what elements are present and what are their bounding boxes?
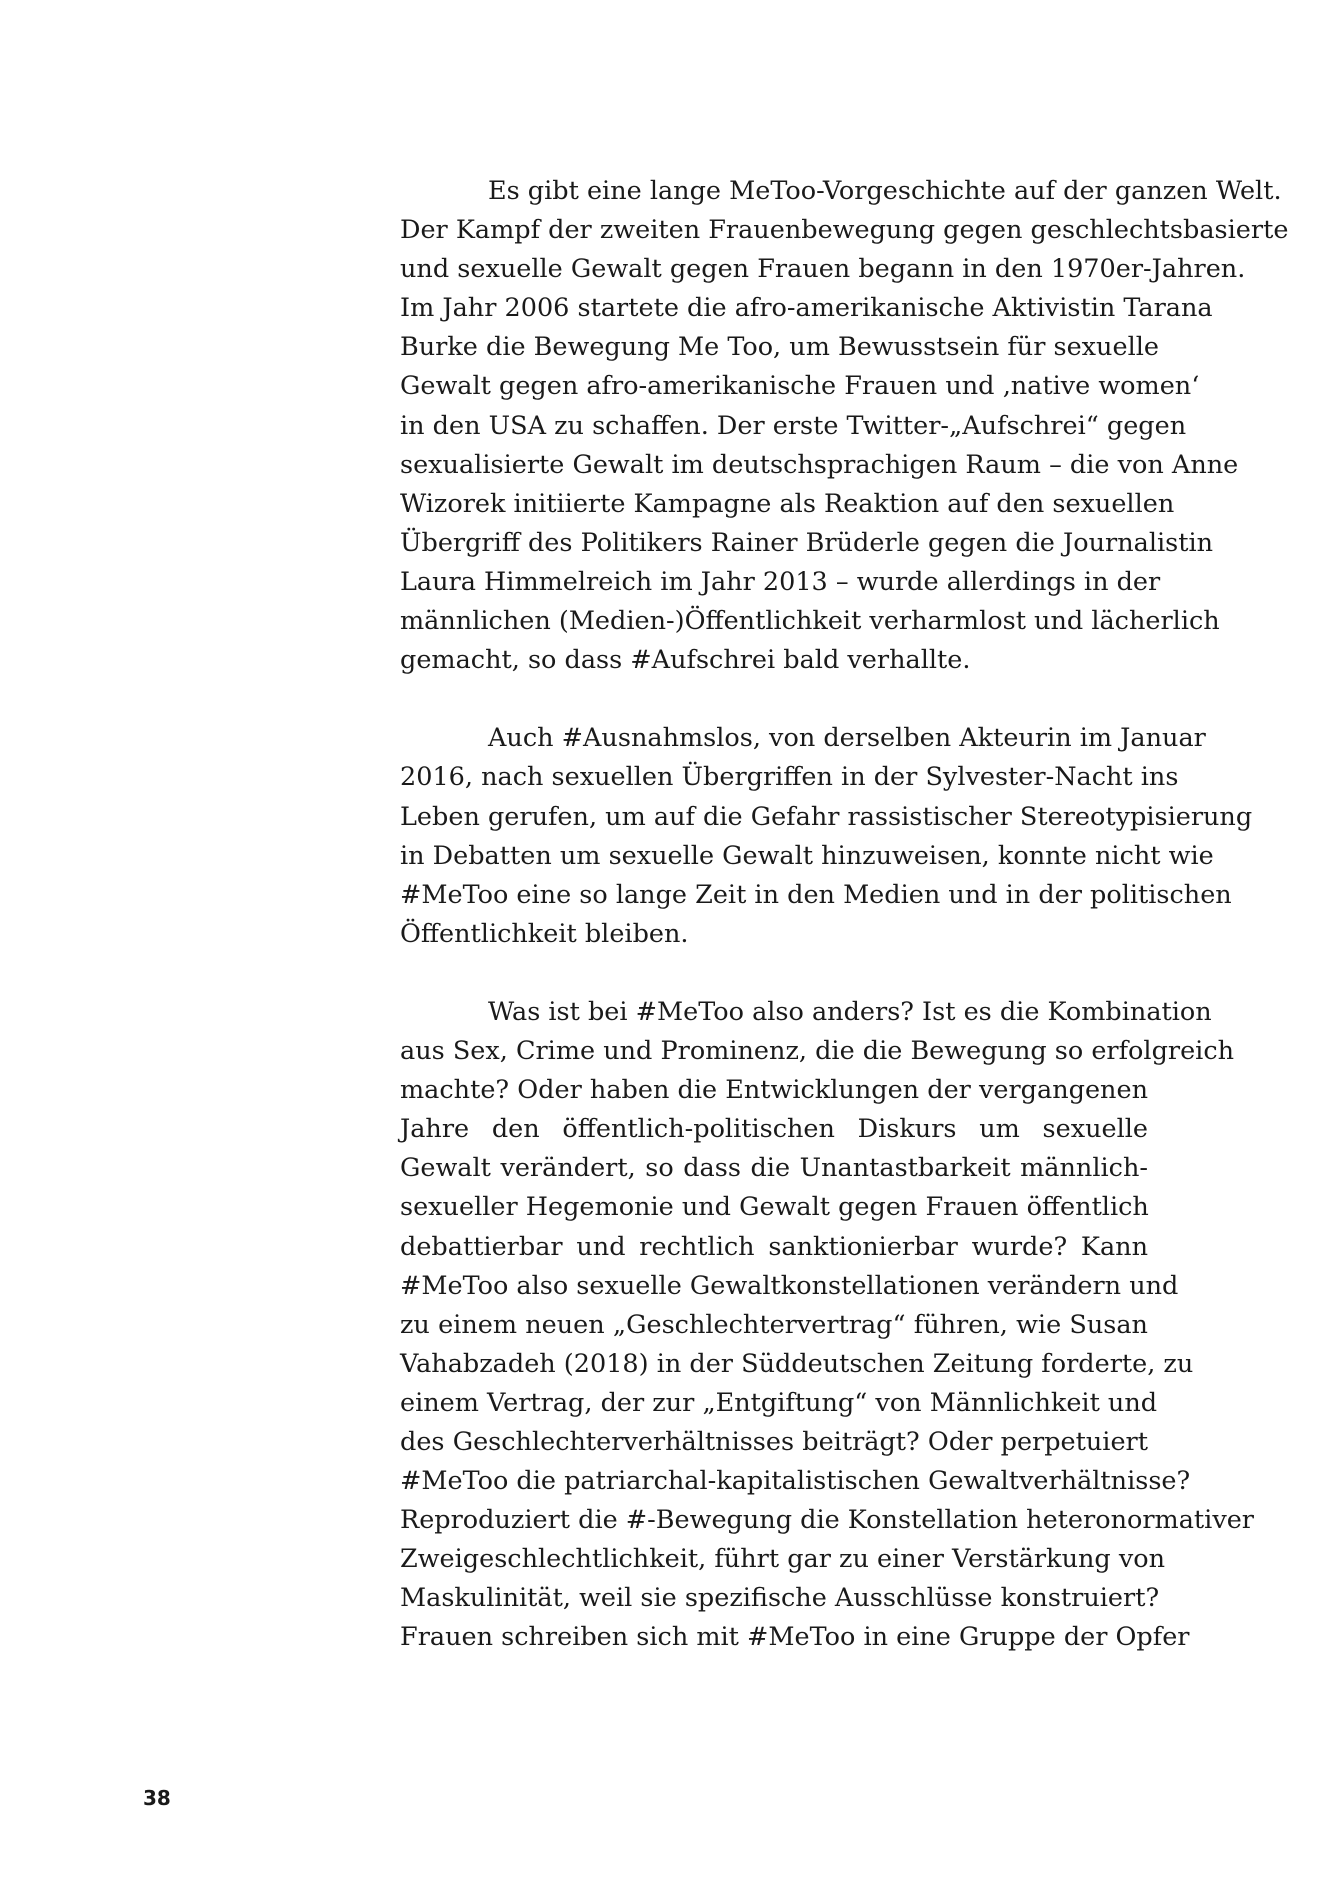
text-line: machte? Oder haben die Entwicklungen der vergangenen bbox=[400, 1075, 1148, 1106]
text-line: debattierbar und rechtlich sanktionierbar wurde? Kann bbox=[400, 1231, 1148, 1262]
text-line: des Geschlechterverhältnisses beiträgt? Oder perpetuiert bbox=[400, 1427, 1148, 1457]
text-line: und sexuelle Gewalt gegen Frauen begann in den 1970er-Jahren. bbox=[400, 254, 1246, 285]
text-line: in Debatten um sexuelle Gewalt hinzuweisen, konnte nicht wie bbox=[400, 840, 1214, 871]
text-line: Gewalt gegen afro-amerikanische Frauen und ‚native women‘ bbox=[400, 371, 1200, 402]
text-line: Gewalt verändert, so dass die Unantastbarkeit männlich- bbox=[400, 1153, 1148, 1184]
text-line: Öffentlichkeit bleiben. bbox=[400, 918, 689, 949]
text-line: sexualisierte Gewalt im deutschsprachigen Raum – die von Anne bbox=[400, 449, 1239, 480]
paragraph-3 bbox=[400, 993, 1255, 1658]
text-line: Zweigeschlechtlichkeit, führt gar zu einer Verstärkung von bbox=[400, 1544, 1166, 1575]
text-line: einem Vertrag, der zur „Entgiftung“ von Männlichkeit und bbox=[400, 1387, 1158, 1418]
paragraph-gap bbox=[400, 680, 1148, 719]
text-line: Laura Himmelreich im Jahr 2013 – wurde allerdings in der bbox=[400, 566, 1161, 597]
text-line: Übergriff des Politikers Rainer Brüderle gegen die Journalistin bbox=[400, 527, 1214, 558]
text-line: sexueller Hegemonie und Gewalt gegen Frauen öffentlich bbox=[400, 1192, 1149, 1223]
paragraph-gap bbox=[400, 954, 1148, 993]
text-line: Im Jahr 2006 startete die afro-amerikanische Aktivistin Tarana bbox=[400, 293, 1213, 324]
page-number: 38 bbox=[143, 1786, 171, 1810]
text-line: männlichen (Medien-)Öffentlichkeit verharmlost und lächerlich bbox=[400, 606, 1220, 637]
text-line: in den USA zu schaffen. Der erste Twitter-„Aufschrei“ gegen bbox=[400, 410, 1187, 441]
text-line: Was ist bei #MeToo also anders? Ist es die Kombination bbox=[488, 996, 1212, 1027]
text-line: Reproduziert die #-Bewegung die Konstellation heteronormativer bbox=[400, 1505, 1255, 1536]
text-line: Der Kampf der zweiten Frauenbewegung gegen geschlechtsbasierte bbox=[400, 215, 1289, 246]
text-line: gemacht, so dass #Aufschrei bald verhallte. bbox=[400, 645, 971, 676]
text-line: Frauen schreiben sich mit #MeToo in eine Gruppe der Opfer bbox=[400, 1622, 1190, 1653]
text-line: zu einem neuen „Geschlechtervertrag“ führen, wie Susan bbox=[400, 1309, 1148, 1340]
text-line: Maskulinität, weil sie spezifische Ausschlüsse konstruiert? bbox=[400, 1583, 1160, 1614]
text-line: Leben gerufen, um auf die Gefahr rassistischer Stereotypisierung bbox=[400, 801, 1253, 832]
text-line: aus Sex, Crime und Prominenz, die die Bewegung so erfolgreich bbox=[400, 1036, 1235, 1067]
text-line: Jahre den öffentlich-politischen Diskurs um sexuelle bbox=[400, 1114, 1148, 1145]
body-text bbox=[400, 172, 1289, 1658]
text-line: Vahabzadeh (2018) in der Süddeutschen Zeitung forderte, zu bbox=[400, 1348, 1194, 1379]
text-line: #MeToo also sexuelle Gewaltkonstellationen verändern und bbox=[400, 1270, 1179, 1301]
text-line: Auch #Ausnahmslos, von derselben Akteurin im Januar bbox=[488, 723, 1206, 754]
text-line: #MeToo die patriarchal-kapitalistischen Gewaltverhältnisse? bbox=[400, 1466, 1191, 1497]
text-line: Burke die Bewegung Me Too, um Bewusstsein für sexuelle bbox=[400, 332, 1159, 363]
paragraph-2 bbox=[400, 719, 1253, 954]
text-line: Es gibt eine lange MeToo-Vorgeschichte auf der ganzen Welt. bbox=[488, 176, 1282, 206]
paragraph-1 bbox=[400, 172, 1289, 680]
text-line: #MeToo eine so lange Zeit in den Medien und in der politischen bbox=[400, 879, 1232, 910]
text-line: Wizorek initiierte Kampagne als Reaktion auf den sexuellen bbox=[400, 488, 1175, 519]
text-line: 2016, nach sexuellen Übergriffen in der Sylvester-Nacht ins bbox=[400, 762, 1179, 793]
